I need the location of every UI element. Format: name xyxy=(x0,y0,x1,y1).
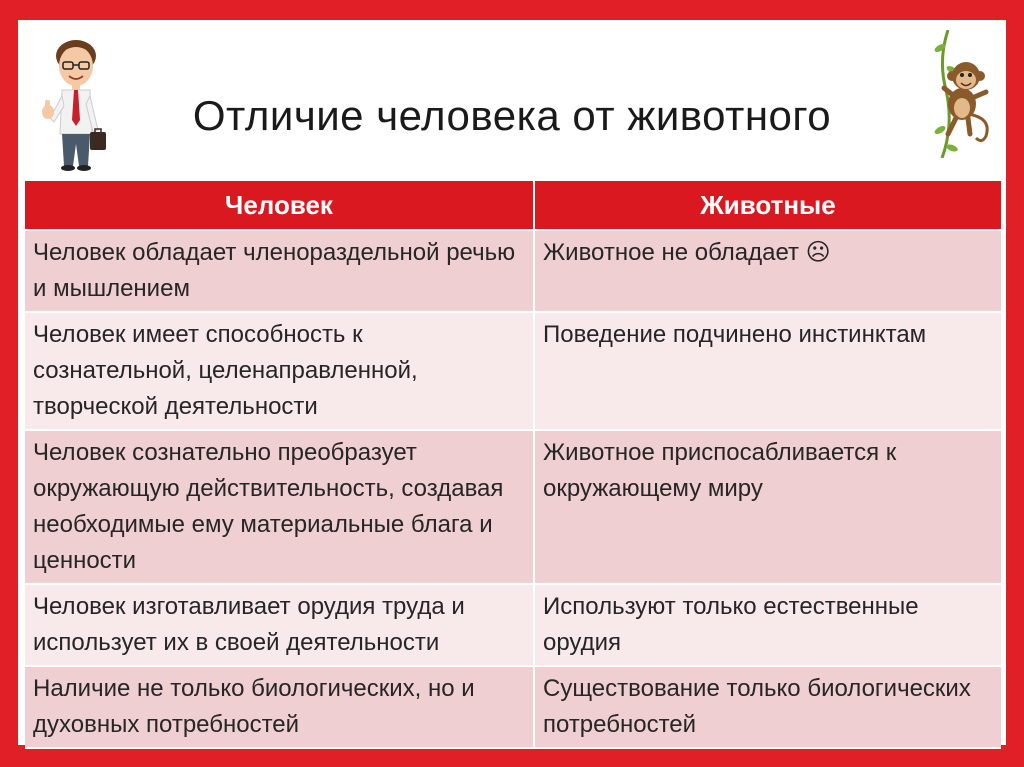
human-cell: Человек обладает членораздельной речью и мышлением xyxy=(25,230,534,312)
table-row xyxy=(25,312,1001,430)
human-cell: Человек сознательно преобразует окружающую действительность, создавая необходимые ему материальные блага и ценности xyxy=(25,430,534,584)
animal-cell: Животное не обладает ☹ xyxy=(534,230,1001,312)
column-header-animals: Животные xyxy=(534,181,1001,230)
animal-cell: Существование только биологических потребностей xyxy=(534,666,1001,748)
human-cell: Человек имеет способность к сознательной, целенаправленной, творческой деятельности xyxy=(25,312,534,430)
table-row xyxy=(25,584,1001,666)
comparison-table xyxy=(25,181,1001,749)
animal-cell: Поведение подчинено инстинктам xyxy=(534,312,1001,430)
table-row xyxy=(25,230,1001,312)
animal-cell: Животное приспосабливается к окружающему миру xyxy=(534,430,1001,584)
human-cell: Наличие не только биологических, но и духовных потребностей xyxy=(25,666,534,748)
slide xyxy=(18,20,1006,745)
table-row xyxy=(25,430,1001,584)
monkey-on-vine-icon xyxy=(908,30,994,158)
table-header-row xyxy=(25,181,1001,230)
column-header-human: Человек xyxy=(25,181,534,230)
animal-cell: Используют только естественные орудия xyxy=(534,584,1001,666)
table-row xyxy=(25,666,1001,748)
human-cell: Человек изготавливает орудия труда и использует их в своей деятельности xyxy=(25,584,534,666)
page-title: Отличие человека от животного xyxy=(192,92,832,139)
